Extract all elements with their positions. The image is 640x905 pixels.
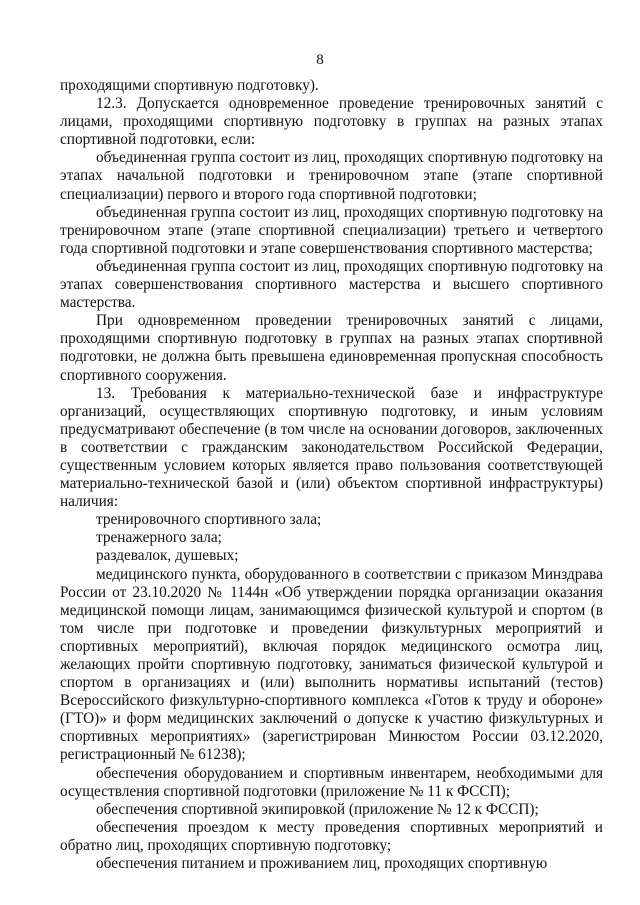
paragraph-group-condition-2: объединенная группа состоит из лиц, проходящих спортивную подготовку на тренировочном этапе (этапе спортивной специализации) третьего и четвертого года спортивной подготовки и этапе совершенствования спортивного мастерства;	[60, 203, 603, 257]
list-item-gym: тренажерного зала;	[96, 529, 222, 547]
list-item-travel: обеспечения проездом к месту проведения спортивных мероприятий и обратно лиц, проходящих спортивную подготовку;	[60, 818, 603, 854]
paragraph-group-condition-3: объединенная группа состоит из лиц, проходящих спортивную подготовку на этапах совершенствования спортивного мастерства и высшего спортивного мастерства.	[60, 257, 603, 312]
page-number: 8	[316, 52, 324, 68]
list-item-training-hall: тренировочного спортивного зала;	[96, 511, 322, 529]
paragraph-12-3: 12.3. Допускается одновременное проведение тренировочных занятий с лицами, проходящими спортивную подготовку в группах на разных этапах спортивной подготовки, если:	[60, 95, 603, 149]
paragraph-capacity-note: При одновременном проведении тренировочных занятий с лицами, проходящими спортивную подготовку в группах на разных этапах спортивной подготовки, не должна быть превышена единовременная пропускная способность спортивного сооружения.	[60, 312, 603, 384]
list-item-sport-gear: обеспечения спортивной экипировкой (приложение № 12 к ФССП);	[96, 800, 539, 818]
list-item-food-lodging: обеспечения питанием и проживанием лиц, проходящих спортивную	[96, 855, 548, 873]
document-body	[60, 77, 603, 873]
paragraph-group-condition-1: объединенная группа состоит из лиц, проходящих спортивную подготовку на этапах начальной подготовки и тренировочном этапе (этапе спортивной специализации) первого и второго года спортивной подготовки;	[60, 149, 603, 203]
list-item-equipment: обеспечения оборудованием и спортивным инвентарем, необходимыми для осуществления спортивной подготовки (приложение № 11 к ФССП);	[60, 764, 603, 800]
list-item-medical-point: медицинского пункта, оборудованного в соответствии с приказом Минздрава России от 23.10.2020 № 1144н «Об утверждении порядка организации оказания медицинской помощи лицам, занимающимся физической культурой и спортом (в том числе при подготовке и проведении физкультурных мероприятий и спортивных мероприятий), включая порядок медицинского осмотра лиц, желающих пройти спортивную подготовку, заниматься физической культурой и спортом в организациях и (или) выполнить нормативы испытаний (тестов) Всероссийского физкультурно-спортивного комплекса «Готов к труду и обороне» (ГТО)» и форм медицинских заключений о допуске к участию физкультурных и спортивных мероприятиях» (зарегистрирован Минюстом России 03.12.2020, регистрационный № 61238);	[60, 565, 603, 764]
paragraph-continuation: проходящими спортивную подготовку).	[60, 77, 319, 94]
list-item-locker-rooms: раздевалок, душевых;	[96, 547, 239, 565]
paragraph-13: 13. Требования к материально-технической базе и инфраструктуре организаций, осуществляющих спортивную подготовку, и иным условиям предусматривают обеспечение (в том числе на основании договоров, заключенных в соответствии с гражданским законодательством Российской Федерации, существенным условием которых является право пользования соответствующей материально-технической базой и (или) объектом спортивной инфраструктуры) наличия:	[60, 384, 603, 511]
